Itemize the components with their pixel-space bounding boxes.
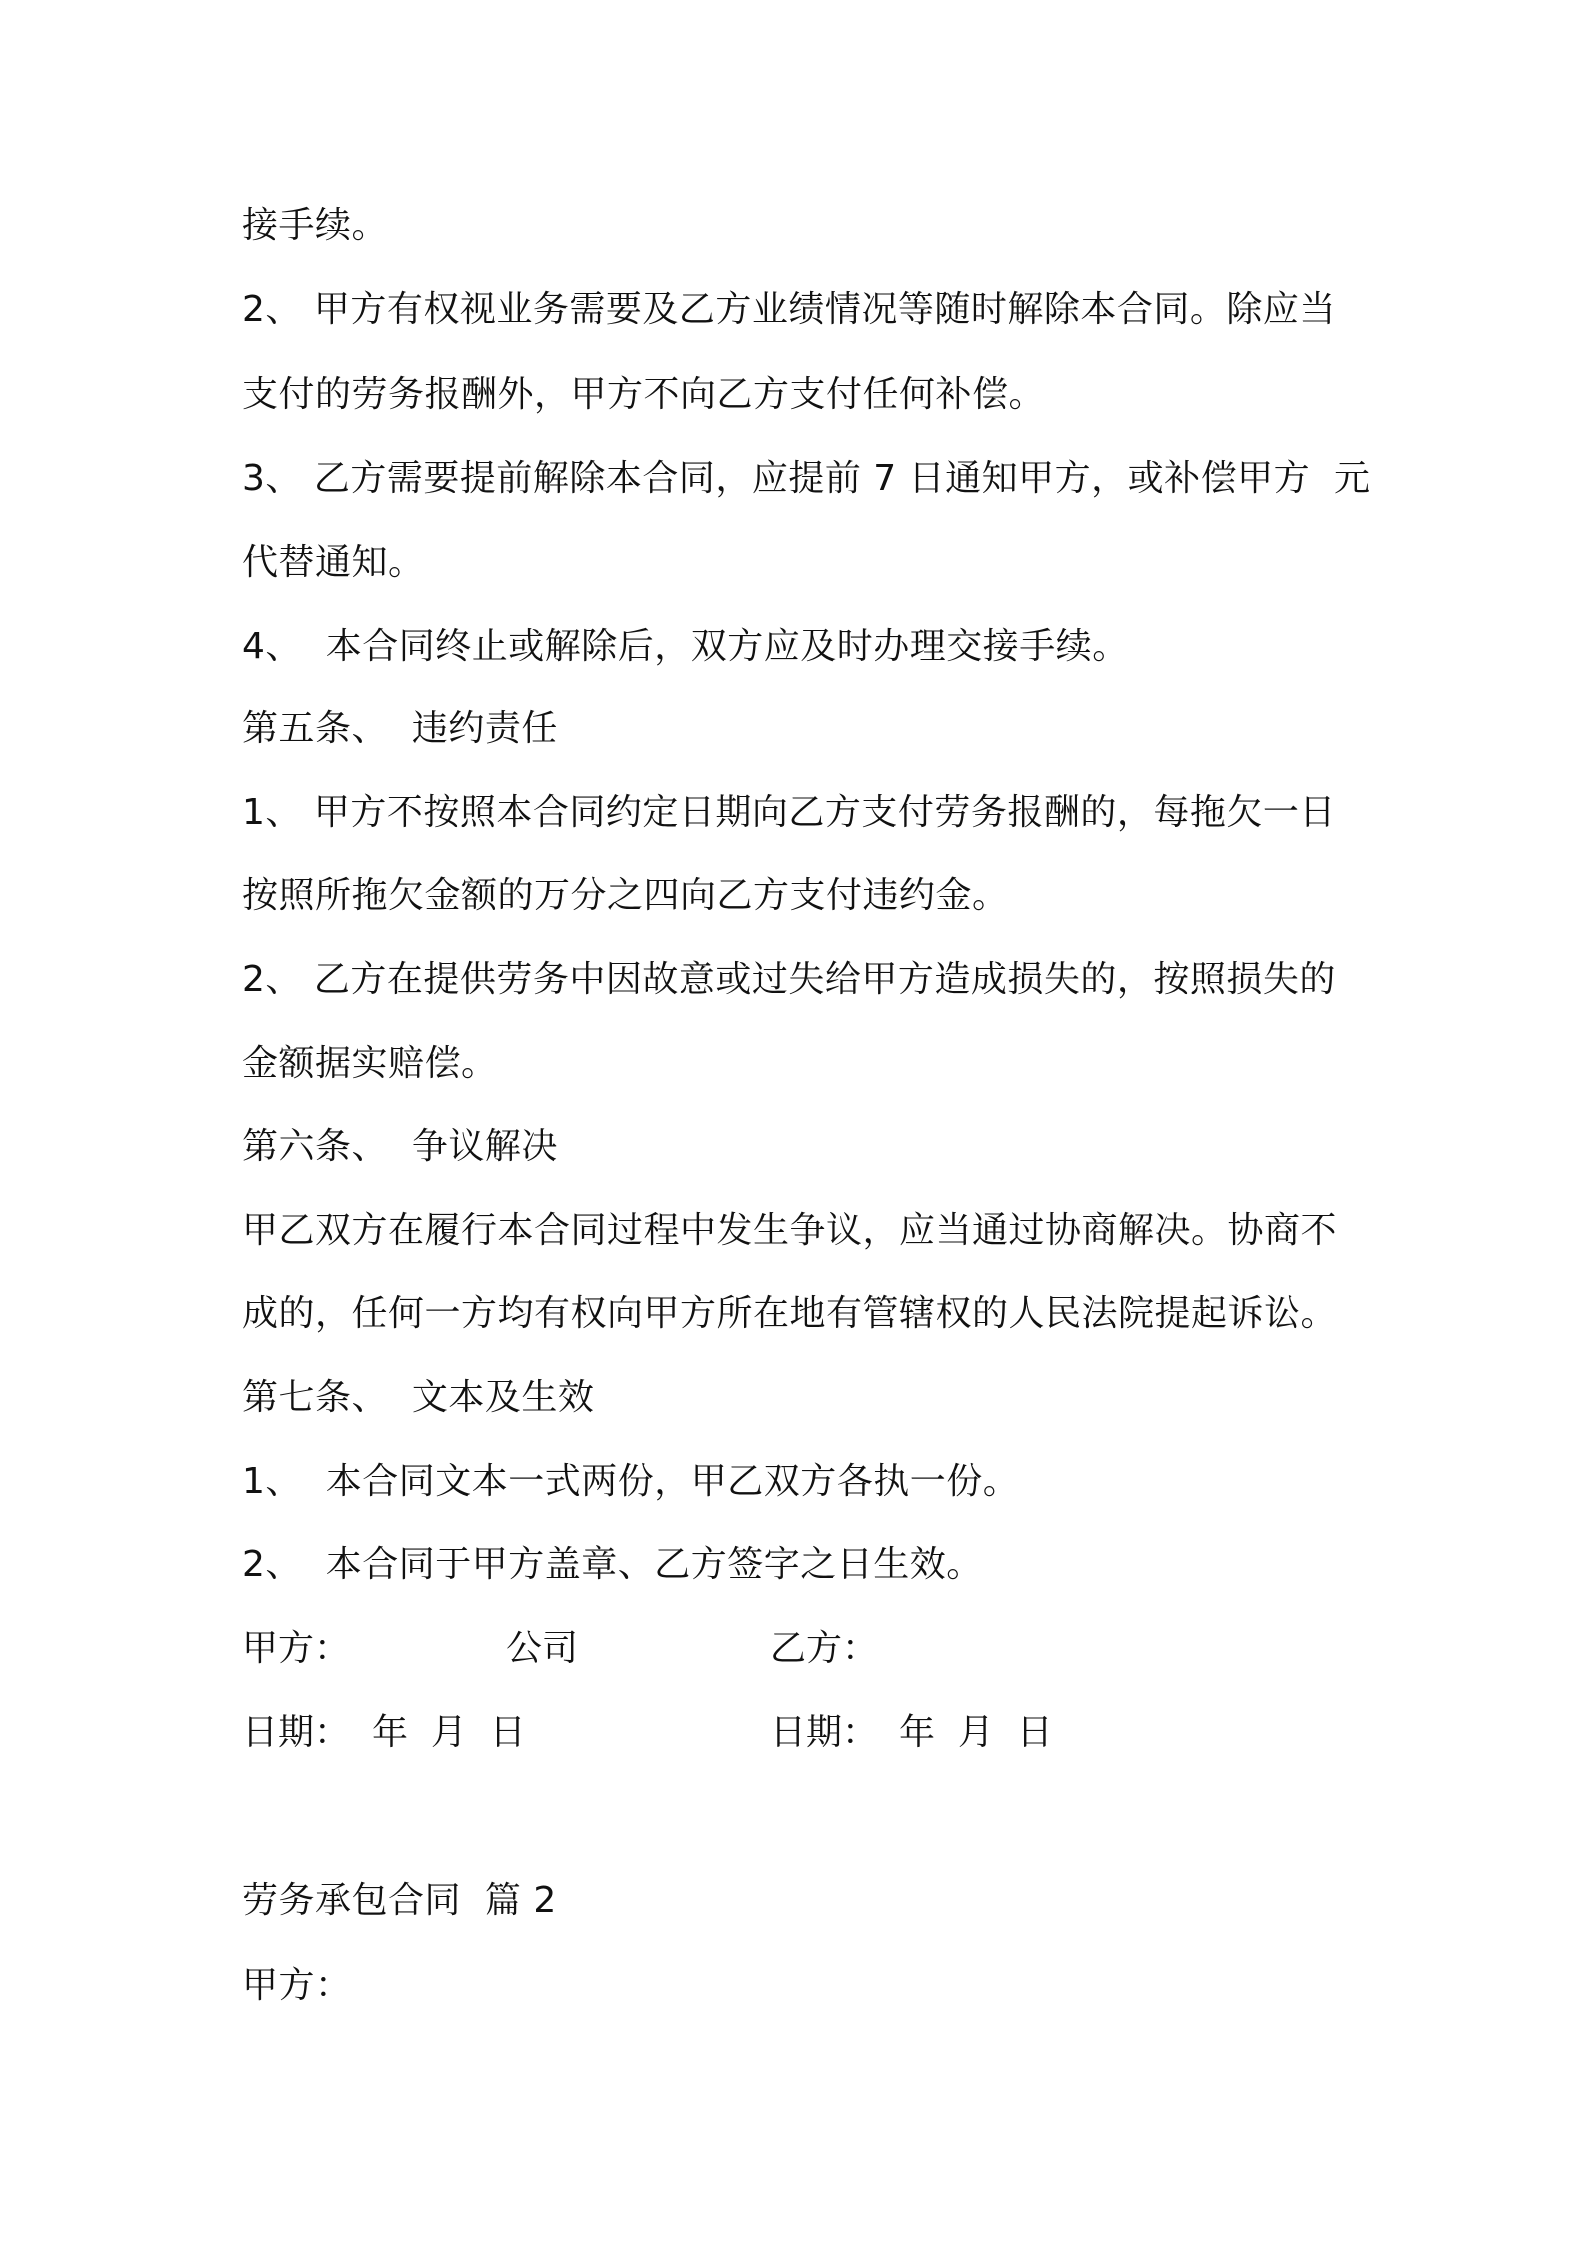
text-line: 1、 本合同文本一式两份，甲乙双方各执一份。 bbox=[242, 1461, 1020, 1502]
party-a-company: 公司 bbox=[506, 1628, 579, 1669]
text-line: 3、 乙方需要提前解除本合同，应提前 7 日通知甲方，或补偿甲方 元 bbox=[242, 458, 1371, 499]
text-line: 按照所拖欠金额的万分之四向乙方支付违约金。 bbox=[242, 875, 1009, 916]
section-heading: 第五条、 违约责任 bbox=[242, 708, 558, 749]
text-line: 支付的劳务报酬外，甲方不向乙方支付任何补偿。 bbox=[242, 374, 1046, 415]
text-line: 4、 本合同终止或解除后，双方应及时办理交接手续。 bbox=[242, 626, 1129, 667]
text-line: 甲乙双方在履行本合同过程中发生争议，应当通过协商解决。协商不 bbox=[242, 1210, 1338, 1251]
party-a-label: 甲方： bbox=[242, 1628, 351, 1669]
text-line: 金额据实赔偿。 bbox=[242, 1043, 498, 1084]
text-line: 成的，任何一方均有权向甲方所在地有管辖权的人民法院提起诉讼。 bbox=[242, 1293, 1338, 1334]
party-a-label-2: 甲方： bbox=[242, 1965, 352, 2006]
date-a-value: 年 月 日 bbox=[372, 1712, 526, 1753]
date-b-value: 年 月 日 bbox=[899, 1712, 1053, 1753]
date-b-label: 日期： bbox=[770, 1712, 879, 1753]
text-line: 2、 乙方在提供劳务中因故意或过失给甲方造成损失的，按照损失的 bbox=[242, 959, 1336, 1000]
text-line: 1、 甲方不按照本合同约定日期向乙方支付劳务报酬的，每拖欠一日 bbox=[242, 792, 1336, 833]
text-line: 接手续。 bbox=[242, 205, 389, 246]
date-a-label: 日期： bbox=[242, 1712, 351, 1753]
party-b-label: 乙方： bbox=[770, 1628, 879, 1669]
text-line: 2、 甲方有权视业务需要及乙方业绩情况等随时解除本合同。除应当 bbox=[242, 289, 1336, 330]
text-line: 2、 本合同于甲方盖章、乙方签字之日生效。 bbox=[242, 1544, 983, 1585]
text-line: 代替通知。 bbox=[242, 542, 425, 583]
contract-section-title: 劳务承包合同 篇 2 bbox=[242, 1880, 557, 1921]
section-heading: 第七条、 文本及生效 bbox=[242, 1377, 595, 1418]
section-heading: 第六条、 争议解决 bbox=[242, 1126, 558, 1167]
